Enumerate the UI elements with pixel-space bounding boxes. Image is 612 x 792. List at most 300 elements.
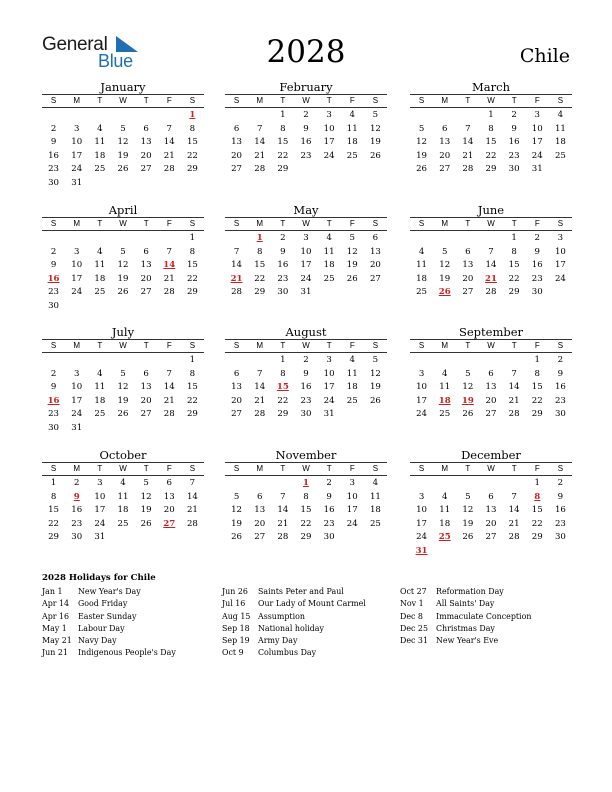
day-cell: 9 — [511, 123, 517, 134]
day-cell: 18 — [94, 150, 106, 161]
weekday-label: S — [189, 96, 196, 105]
empty-day-cell — [248, 109, 271, 123]
holiday-name: New Year's Day — [78, 587, 141, 596]
weekday-label: W — [487, 96, 495, 105]
empty-day-cell — [158, 232, 181, 246]
weekday-label: S — [557, 96, 564, 105]
empty-day-cell — [456, 477, 479, 491]
day-cell: 17 — [323, 382, 335, 393]
holiday-name: New Year's Eve — [436, 636, 499, 646]
day-cell: 17 — [323, 137, 335, 148]
weekday-label: M — [73, 219, 81, 228]
empty-day-cell — [158, 109, 181, 123]
day-cell: 28 — [163, 409, 175, 420]
day-cell: 12 — [117, 137, 129, 148]
day-cell: 3 — [73, 246, 80, 257]
holiday-date: Jun 26 — [222, 587, 248, 596]
weekday-label: S — [189, 219, 196, 228]
holiday-date: Jan 1 — [42, 587, 63, 596]
holiday-name: Christmas Day — [436, 623, 495, 633]
holiday-name: All Saints' Day — [436, 599, 495, 609]
weekday-label: S — [189, 341, 196, 350]
day-cell: 12 — [439, 260, 451, 271]
day-cell: 22 — [531, 518, 543, 529]
day-cell: 23 — [48, 287, 60, 298]
day-cell: 1 — [280, 355, 286, 365]
day-cell: 10 — [71, 382, 83, 393]
day-cell: 9 — [303, 123, 309, 134]
weekday-label: W — [119, 219, 127, 228]
day-cell: 12 — [462, 382, 474, 393]
day-cell: 2 — [50, 123, 57, 134]
day-cell: 17 — [71, 273, 83, 284]
day-cell: 24 — [323, 150, 335, 161]
day-cell: 29 — [186, 409, 198, 420]
day-cell: 30 — [48, 300, 60, 311]
holiday-day-cell: 16 — [47, 273, 60, 284]
weekday-label: T — [280, 464, 286, 473]
empty-day-cell — [88, 354, 111, 368]
day-cell: 10 — [416, 505, 428, 516]
day-cell: 16 — [277, 260, 289, 271]
empty-day-cell — [479, 477, 502, 491]
day-cell: 6 — [143, 123, 149, 134]
month-name: January — [100, 80, 146, 94]
day-grid — [410, 109, 572, 177]
holidays-title: 2028 Holidays for Chile — [42, 573, 156, 583]
day-cell: 8 — [488, 123, 494, 134]
day-cell: 3 — [349, 478, 355, 488]
holiday-date: Jun 21 — [42, 648, 68, 658]
day-cell: 11 — [323, 246, 335, 257]
holiday-row — [42, 598, 220, 610]
weekday-label: T — [511, 96, 517, 105]
weekday-header-row — [410, 94, 572, 108]
day-cell: 5 — [120, 246, 126, 257]
holiday-column — [42, 586, 220, 660]
day-cell: 29 — [186, 287, 198, 298]
holiday-day-cell: 1 — [303, 478, 309, 488]
day-cell: 2 — [280, 233, 286, 243]
day-cell: 18 — [94, 273, 106, 284]
day-cell: 9 — [280, 246, 286, 257]
day-cell: 20 — [231, 150, 243, 161]
day-grid — [410, 354, 572, 422]
day-cell: 4 — [441, 491, 448, 502]
holiday-day-cell: 18 — [438, 395, 451, 406]
calendar-year-title: 2028 — [266, 34, 346, 70]
day-cell: 30 — [554, 532, 566, 543]
weekday-label: W — [302, 96, 310, 105]
day-cell: 1 — [534, 478, 540, 488]
day-cell: 21 — [163, 395, 175, 406]
month-name: August — [285, 325, 327, 339]
day-cell: 7 — [488, 246, 494, 257]
day-cell: 17 — [71, 395, 83, 406]
day-cell: 31 — [300, 287, 312, 298]
weekday-label: S — [50, 96, 57, 105]
weekday-label: F — [166, 464, 172, 473]
day-cell: 2 — [326, 478, 332, 488]
day-cell: 10 — [323, 368, 335, 379]
month-name: April — [108, 203, 138, 217]
day-cell: 2 — [303, 355, 309, 365]
empty-day-cell — [410, 354, 433, 368]
day-cell: 6 — [233, 123, 240, 134]
day-cell: 30 — [323, 532, 335, 543]
month-name: November — [275, 448, 337, 462]
day-cell: 12 — [117, 260, 129, 271]
day-cell: 15 — [531, 382, 543, 393]
day-cell: 19 — [346, 260, 358, 271]
day-cell: 22 — [531, 395, 543, 406]
day-cell: 21 — [508, 518, 520, 529]
day-cell: 23 — [71, 518, 83, 529]
holiday-name: Our Lady of Mount Carmel — [258, 599, 366, 609]
day-cell: 14 — [508, 505, 520, 516]
day-cell: 31 — [71, 177, 83, 188]
day-cell: 17 — [71, 150, 83, 161]
day-cell: 8 — [50, 491, 57, 502]
day-cell: 20 — [231, 395, 243, 406]
country-name: Chile — [519, 45, 570, 67]
holiday-name: Good Friday — [78, 599, 128, 609]
month-february — [225, 80, 387, 177]
day-cell: 30 — [48, 422, 60, 433]
day-cell: 26 — [369, 150, 381, 161]
day-cell: 5 — [372, 110, 379, 120]
day-cell: 31 — [531, 164, 543, 175]
weekday-label: T — [143, 341, 149, 350]
day-cell: 12 — [117, 382, 129, 393]
day-cell: 22 — [48, 518, 60, 529]
weekday-label: M — [73, 96, 81, 105]
day-cell: 25 — [346, 150, 358, 161]
day-cell: 30 — [508, 164, 520, 175]
weekday-label: S — [233, 341, 240, 350]
day-cell: 18 — [554, 137, 566, 148]
day-cell: 23 — [531, 273, 543, 284]
day-grid — [42, 477, 204, 545]
month-january — [42, 80, 204, 191]
holiday-row — [42, 635, 220, 647]
day-cell: 7 — [166, 368, 172, 379]
day-cell: 16 — [300, 382, 312, 393]
weekday-label: T — [280, 96, 286, 105]
empty-day-cell — [111, 232, 134, 246]
holiday-date: May 21 — [42, 636, 72, 646]
weekday-label: W — [302, 341, 310, 350]
weekday-label: M — [441, 341, 449, 350]
month-may — [225, 203, 387, 300]
holiday-name: Columbus Day — [258, 648, 317, 658]
day-cell: 6 — [488, 491, 494, 502]
weekday-label: W — [119, 96, 127, 105]
day-cell: 25 — [323, 273, 335, 284]
day-cell: 11 — [439, 505, 451, 516]
day-cell: 30 — [48, 177, 60, 188]
day-cell: 27 — [231, 164, 243, 175]
day-cell: 24 — [531, 150, 543, 161]
weekday-label: M — [256, 219, 264, 228]
day-cell: 3 — [73, 123, 80, 134]
day-cell: 23 — [300, 150, 312, 161]
holiday-row — [42, 586, 220, 598]
month-name: July — [111, 325, 135, 339]
weekday-label: M — [256, 464, 264, 473]
day-cell: 9 — [50, 260, 57, 271]
day-cell: 18 — [439, 518, 451, 529]
weekday-label: T — [511, 341, 517, 350]
day-cell: 27 — [231, 409, 243, 420]
weekday-label: T — [465, 219, 471, 228]
empty-day-cell — [248, 354, 271, 368]
holiday-day-cell: 31 — [415, 545, 428, 556]
day-cell: 7 — [189, 478, 196, 488]
day-cell: 7 — [256, 123, 263, 134]
weekday-label: F — [534, 464, 540, 473]
day-cell: 30 — [277, 287, 289, 298]
month-november — [225, 448, 387, 545]
weekday-header-row — [42, 462, 204, 476]
day-cell: 3 — [418, 491, 425, 502]
day-cell: 16 — [531, 260, 543, 271]
day-cell: 14 — [163, 382, 175, 393]
holiday-row — [400, 586, 578, 598]
day-cell: 12 — [346, 246, 358, 257]
day-cell: 26 — [369, 395, 381, 406]
day-cell: 4 — [349, 110, 355, 120]
day-cell: 15 — [186, 382, 198, 393]
holiday-row — [400, 598, 578, 610]
day-cell: 13 — [462, 260, 474, 271]
holiday-row — [42, 647, 220, 659]
day-cell: 14 — [462, 137, 474, 148]
day-cell: 29 — [48, 532, 60, 543]
day-cell: 2 — [303, 110, 309, 120]
day-cell: 6 — [256, 491, 263, 502]
day-cell: 2 — [534, 233, 540, 243]
day-cell: 15 — [254, 260, 266, 271]
day-cell: 5 — [465, 368, 471, 379]
day-cell: 20 — [140, 150, 152, 161]
day-cell: 26 — [346, 273, 358, 284]
weekday-label: F — [349, 341, 355, 350]
day-cell: 8 — [303, 491, 309, 502]
day-cell: 21 — [163, 150, 175, 161]
empty-day-cell — [42, 232, 65, 246]
day-cell: 22 — [300, 518, 312, 529]
month-april — [42, 203, 204, 314]
day-cell: 25 — [416, 287, 428, 298]
day-cell: 18 — [94, 395, 106, 406]
day-grid — [225, 232, 387, 300]
holiday-date: Apr 16 — [42, 611, 70, 621]
empty-day-cell — [135, 232, 158, 246]
holiday-day-cell: 8 — [534, 491, 541, 502]
day-cell: 28 — [254, 409, 266, 420]
weekday-label: T — [465, 464, 471, 473]
month-august — [225, 325, 387, 422]
day-cell: 24 — [416, 409, 428, 420]
day-cell: 15 — [48, 505, 60, 516]
day-cell: 3 — [326, 355, 332, 365]
empty-day-cell — [111, 109, 134, 123]
day-cell: 16 — [71, 505, 83, 516]
weekday-header-row — [410, 339, 572, 353]
empty-day-cell — [225, 354, 248, 368]
weekday-label: T — [97, 464, 103, 473]
day-cell: 21 — [462, 150, 474, 161]
day-cell: 16 — [508, 137, 520, 148]
day-cell: 9 — [557, 368, 564, 379]
day-cell: 2 — [511, 110, 517, 120]
day-cell: 12 — [462, 505, 474, 516]
day-cell: 28 — [254, 164, 266, 175]
day-cell: 1 — [189, 355, 196, 365]
weekday-label: T — [465, 96, 471, 105]
day-cell: 8 — [280, 368, 286, 379]
day-cell: 5 — [143, 478, 149, 488]
day-cell: 19 — [369, 137, 381, 148]
day-cell: 20 — [462, 273, 474, 284]
day-cell: 8 — [534, 368, 540, 379]
empty-day-cell — [456, 109, 479, 123]
day-cell: 24 — [71, 164, 83, 175]
weekday-label: S — [557, 341, 564, 350]
holiday-name: Reformation Day — [436, 587, 504, 596]
day-cell: 10 — [531, 123, 543, 134]
weekday-label: F — [349, 219, 355, 228]
weekday-label: S — [372, 464, 379, 473]
day-cell: 6 — [372, 233, 379, 243]
day-cell: 3 — [418, 368, 425, 379]
day-cell: 18 — [346, 382, 358, 393]
holiday-row — [222, 647, 400, 659]
empty-day-cell — [410, 232, 433, 246]
day-cell: 8 — [189, 246, 196, 257]
day-cell: 13 — [485, 382, 497, 393]
weekday-label: S — [372, 341, 379, 350]
day-cell: 17 — [346, 505, 358, 516]
holiday-date: Oct 9 — [222, 648, 244, 658]
day-cell: 26 — [140, 518, 152, 529]
day-cell: 26 — [117, 409, 129, 420]
day-cell: 16 — [554, 505, 566, 516]
empty-day-cell — [65, 232, 88, 246]
day-cell: 19 — [439, 273, 451, 284]
logo-text-general: General — [42, 34, 108, 55]
weekday-label: S — [418, 464, 425, 473]
day-cell: 16 — [300, 137, 312, 148]
day-cell: 7 — [465, 123, 471, 134]
day-cell: 14 — [231, 260, 243, 271]
day-cell: 4 — [97, 246, 103, 257]
day-grid — [225, 109, 387, 177]
day-cell: 14 — [254, 137, 266, 148]
day-cell: 29 — [508, 287, 520, 298]
holiday-name: Army Day — [258, 636, 298, 646]
holiday-day-cell: 15 — [276, 382, 289, 393]
day-cell: 23 — [508, 150, 520, 161]
weekday-label: S — [418, 96, 425, 105]
empty-day-cell — [433, 354, 456, 368]
day-cell: 11 — [439, 382, 451, 393]
day-cell: 24 — [346, 518, 358, 529]
day-cell: 29 — [300, 532, 312, 543]
day-cell: 24 — [300, 273, 312, 284]
empty-day-cell — [65, 109, 88, 123]
weekday-label: F — [166, 96, 172, 105]
day-cell: 11 — [554, 123, 566, 134]
day-cell: 20 — [485, 518, 497, 529]
day-cell: 11 — [117, 491, 129, 502]
empty-day-cell — [42, 354, 65, 368]
holiday-name: Indigenous People's Day — [78, 648, 176, 658]
day-cell: 9 — [534, 246, 540, 257]
month-name: March — [472, 80, 510, 94]
weekday-label: T — [326, 96, 332, 105]
month-october — [42, 448, 204, 545]
day-cell: 3 — [557, 233, 564, 243]
holiday-date: Sep 19 — [222, 636, 250, 646]
day-cell: 30 — [554, 409, 566, 420]
holiday-name: National holiday — [258, 623, 324, 633]
day-cell: 28 — [186, 518, 198, 529]
weekday-header-row — [225, 217, 387, 231]
day-cell: 11 — [346, 123, 358, 134]
weekday-label: M — [73, 341, 81, 350]
day-cell: 4 — [557, 110, 564, 120]
day-cell: 23 — [554, 395, 566, 406]
weekday-header-row — [225, 94, 387, 108]
day-cell: 25 — [94, 164, 106, 175]
day-cell: 21 — [508, 395, 520, 406]
day-cell: 28 — [163, 164, 175, 175]
day-cell: 1 — [189, 233, 196, 243]
weekday-label: F — [534, 96, 540, 105]
weekday-label: F — [166, 341, 172, 350]
day-cell: 13 — [485, 505, 497, 516]
weekday-label: S — [50, 341, 57, 350]
day-cell: 23 — [554, 518, 566, 529]
day-cell: 30 — [71, 532, 83, 543]
weekday-label: T — [143, 96, 149, 105]
weekday-header-row — [42, 339, 204, 353]
holiday-day-cell: 21 — [230, 273, 243, 284]
day-cell: 24 — [71, 409, 83, 420]
weekday-label: W — [302, 464, 310, 473]
day-cell: 6 — [166, 478, 172, 488]
day-cell: 2 — [557, 478, 564, 488]
day-cell: 3 — [326, 110, 332, 120]
day-grid — [42, 354, 204, 436]
holiday-day-cell: 25 — [438, 532, 451, 543]
day-cell: 17 — [554, 260, 566, 271]
day-cell: 29 — [277, 164, 289, 175]
holiday-row — [222, 623, 400, 635]
holiday-row — [222, 611, 400, 623]
empty-day-cell — [456, 354, 479, 368]
weekday-label: F — [534, 341, 540, 350]
day-cell: 16 — [48, 150, 60, 161]
weekday-label: T — [326, 341, 332, 350]
day-cell: 13 — [231, 137, 243, 148]
weekday-label: S — [418, 341, 425, 350]
weekday-label: M — [441, 96, 449, 105]
empty-day-cell — [479, 354, 502, 368]
holiday-column — [222, 586, 400, 660]
